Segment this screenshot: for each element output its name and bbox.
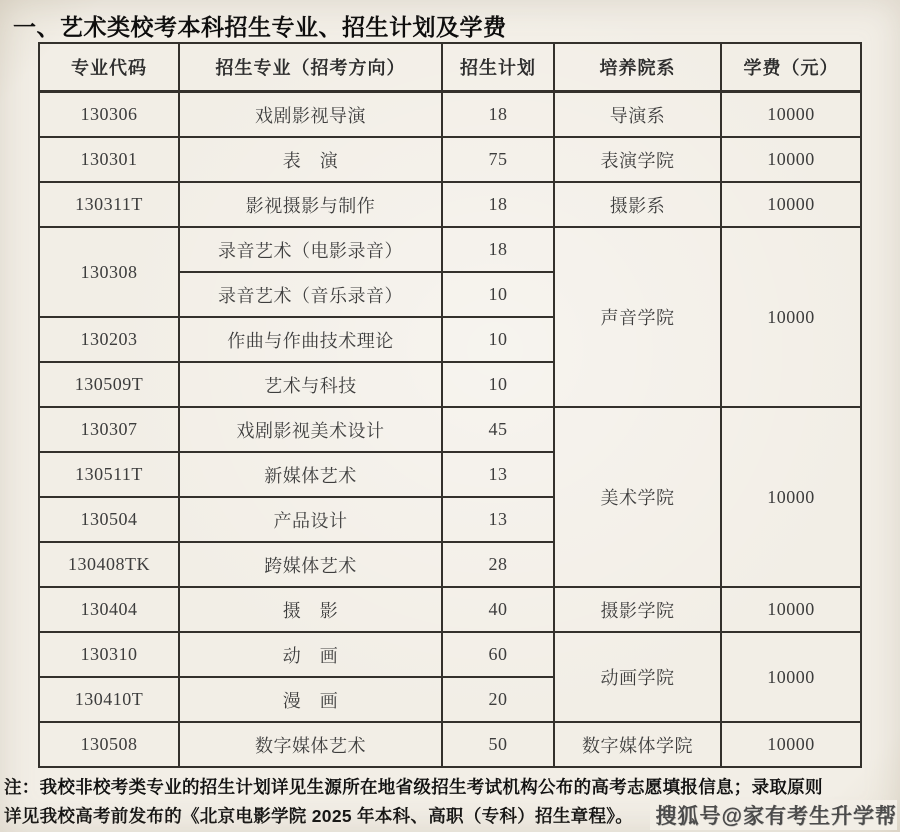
watermark-text: 搜狐号@家有考生升学帮 — [650, 800, 897, 830]
table-cell: 漫 画 — [179, 677, 442, 722]
table-cell: 摄 影 — [179, 587, 442, 632]
table-cell: 10000 — [721, 182, 861, 227]
table-cell: 10000 — [721, 137, 861, 182]
table-cell: 130310 — [39, 632, 179, 677]
table-cell: 130509T — [39, 362, 179, 407]
table-cell: 10000 — [721, 587, 861, 632]
table-cell: 戏剧影视美术设计 — [179, 407, 442, 452]
note-line-1: 注：我校非校考类专业的招生计划详见生源所在地省级招生考试机构公布的高考志愿填报信息；录取原则 — [4, 777, 823, 797]
table-body — [39, 92, 861, 768]
table-row — [39, 722, 861, 767]
header-cell: 招生专业（招考方向） — [179, 43, 442, 92]
table-cell: 75 — [442, 137, 554, 182]
table-cell: 摄影学院 — [554, 587, 721, 632]
page-title: 一、艺术类校考本科招生专业、招生计划及学费 — [13, 14, 507, 40]
table-cell: 表演学院 — [554, 137, 721, 182]
table-cell: 10000 — [721, 722, 861, 767]
table-cell: 130410T — [39, 677, 179, 722]
table-cell: 作曲与作曲技术理论 — [179, 317, 442, 362]
table-cell: 动 画 — [179, 632, 442, 677]
table-cell: 10000 — [721, 92, 861, 138]
table-cell: 跨媒体艺术 — [179, 542, 442, 587]
table-cell: 130307 — [39, 407, 179, 452]
table-cell: 130508 — [39, 722, 179, 767]
table-cell: 130306 — [39, 92, 179, 138]
table-cell: 130203 — [39, 317, 179, 362]
table-cell: 表 演 — [179, 137, 442, 182]
header-cell: 专业代码 — [39, 43, 179, 92]
table-cell: 18 — [442, 92, 554, 138]
table-cell: 录音艺术（电影录音） — [179, 227, 442, 272]
table-cell: 13 — [442, 452, 554, 497]
table-cell: 戏剧影视导演 — [179, 92, 442, 138]
table-cell: 45 — [442, 407, 554, 452]
table-cell: 130311T — [39, 182, 179, 227]
table-header-row — [39, 43, 861, 92]
header-cell: 培养院系 — [554, 43, 721, 92]
table-row — [39, 182, 861, 227]
table-cell: 13 — [442, 497, 554, 542]
header-cell: 学费（元） — [721, 43, 861, 92]
table-cell: 数字媒体艺术 — [179, 722, 442, 767]
table-cell: 40 — [442, 587, 554, 632]
table-cell: 130404 — [39, 587, 179, 632]
table-header — [39, 43, 861, 92]
table-cell: 130308 — [39, 227, 179, 317]
table-row — [39, 137, 861, 182]
table-cell: 10 — [442, 272, 554, 317]
table-cell: 产品设计 — [179, 497, 442, 542]
table-cell: 美术学院 — [554, 407, 721, 587]
table-cell: 10000 — [721, 407, 861, 587]
table-row — [39, 227, 861, 272]
table-cell: 130511T — [39, 452, 179, 497]
table-cell: 摄影系 — [554, 182, 721, 227]
header-cell: 招生计划 — [442, 43, 554, 92]
table-row — [39, 587, 861, 632]
table-cell: 130301 — [39, 137, 179, 182]
table-cell: 10 — [442, 362, 554, 407]
table-row — [39, 407, 861, 452]
note-line-2: 详见我校高考前发布的《北京电影学院 2025 年本科、高职（专科）招生章程》。 — [4, 806, 634, 826]
table-cell: 影视摄影与制作 — [179, 182, 442, 227]
table-cell: 动画学院 — [554, 632, 721, 722]
table-cell: 50 — [442, 722, 554, 767]
table-cell: 60 — [442, 632, 554, 677]
table-cell: 导演系 — [554, 92, 721, 138]
table-cell: 声音学院 — [554, 227, 721, 407]
table-cell: 艺术与科技 — [179, 362, 442, 407]
table-cell: 新媒体艺术 — [179, 452, 442, 497]
table-cell: 130408TK — [39, 542, 179, 587]
table-cell: 28 — [442, 542, 554, 587]
table-cell: 数字媒体学院 — [554, 722, 721, 767]
table-cell: 130504 — [39, 497, 179, 542]
table-cell: 20 — [442, 677, 554, 722]
admissions-table — [38, 42, 862, 768]
table-cell: 10000 — [721, 227, 861, 407]
table-cell: 10000 — [721, 632, 861, 722]
table-cell: 18 — [442, 227, 554, 272]
table-cell: 18 — [442, 182, 554, 227]
table-cell: 录音艺术（音乐录音） — [179, 272, 442, 317]
table-row — [39, 632, 861, 677]
table-cell: 10 — [442, 317, 554, 362]
table-row — [39, 92, 861, 138]
